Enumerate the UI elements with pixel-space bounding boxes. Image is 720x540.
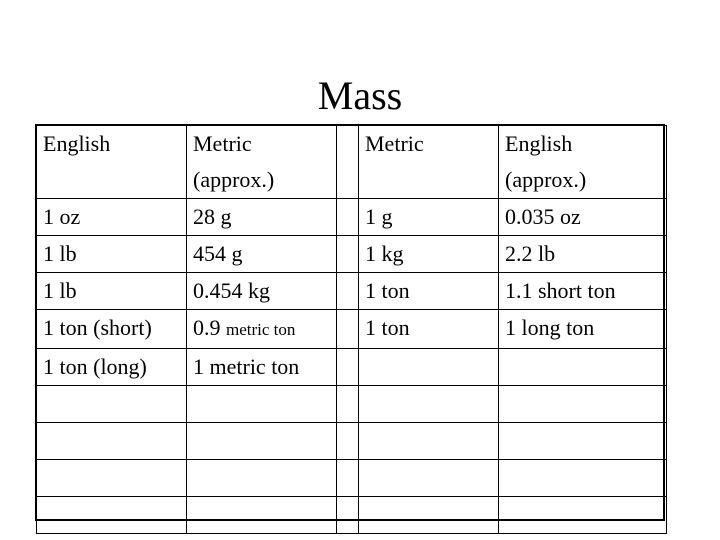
header-metric-approx — [187, 126, 337, 199]
cell — [37, 423, 187, 460]
cell — [187, 423, 337, 460]
cell-spacer — [337, 497, 359, 534]
header-english-approx-line1: English — [505, 131, 573, 156]
table-row — [37, 273, 667, 310]
cell — [499, 460, 667, 497]
cell: 1 ton — [359, 273, 499, 310]
header-metric-line1: Metric — [365, 131, 424, 156]
cell — [499, 497, 667, 534]
cell — [37, 386, 187, 423]
cell: 1 ton — [359, 310, 499, 349]
cell: 1 long ton — [499, 310, 667, 349]
cell-spacer — [337, 460, 359, 497]
table-row — [37, 497, 667, 534]
cell-spacer — [337, 310, 359, 349]
cell: 1 ton (long) — [37, 349, 187, 386]
cell-metric-ton — [187, 310, 337, 349]
header-metric-approx-line1: Metric — [193, 131, 252, 156]
cell: 1 ton (short) — [37, 310, 187, 349]
cell — [499, 386, 667, 423]
table-header-row — [37, 126, 667, 199]
cell — [187, 386, 337, 423]
cell — [359, 349, 499, 386]
cell — [499, 423, 667, 460]
cell-value: 0.9 — [193, 315, 221, 340]
page-title: Mass — [317, 73, 403, 118]
header-metric — [359, 126, 499, 199]
header-english-approx — [499, 126, 667, 199]
cell-spacer — [337, 423, 359, 460]
cell — [359, 386, 499, 423]
header-english-line1: English — [43, 131, 111, 156]
header-metric-approx-line2: (approx.) — [193, 167, 275, 192]
cell-unit: metric ton — [226, 320, 296, 339]
cell: 454 g — [187, 236, 337, 273]
cell — [187, 460, 337, 497]
cell: 1 metric ton — [187, 349, 337, 386]
cell-spacer — [337, 386, 359, 423]
table-row — [37, 310, 667, 349]
cell-spacer — [337, 349, 359, 386]
cell: 0.035 oz — [499, 199, 667, 236]
cell — [37, 497, 187, 534]
cell — [359, 497, 499, 534]
cell-spacer — [337, 199, 359, 236]
header-english-approx-line2: (approx.) — [505, 167, 587, 192]
header-english — [37, 126, 187, 199]
table-row — [37, 423, 667, 460]
cell: 1 kg — [359, 236, 499, 273]
table-row — [37, 349, 667, 386]
cell — [359, 460, 499, 497]
cell-spacer — [337, 273, 359, 310]
cell: 0.454 kg — [187, 273, 337, 310]
cell — [499, 349, 667, 386]
cell: 1 oz — [37, 199, 187, 236]
mass-conversion-table — [36, 125, 667, 534]
cell — [37, 460, 187, 497]
cell: 1.1 short ton — [499, 273, 667, 310]
table-row — [37, 460, 667, 497]
table-row — [37, 199, 667, 236]
table-row — [37, 236, 667, 273]
cell — [187, 497, 337, 534]
cell: 1 lb — [37, 273, 187, 310]
cell — [359, 423, 499, 460]
cell: 1 g — [359, 199, 499, 236]
cell: 28 g — [187, 199, 337, 236]
header-spacer — [337, 126, 359, 199]
table-row — [37, 386, 667, 423]
cell-spacer — [337, 236, 359, 273]
cell: 1 lb — [37, 236, 187, 273]
cell: 2.2 lb — [499, 236, 667, 273]
